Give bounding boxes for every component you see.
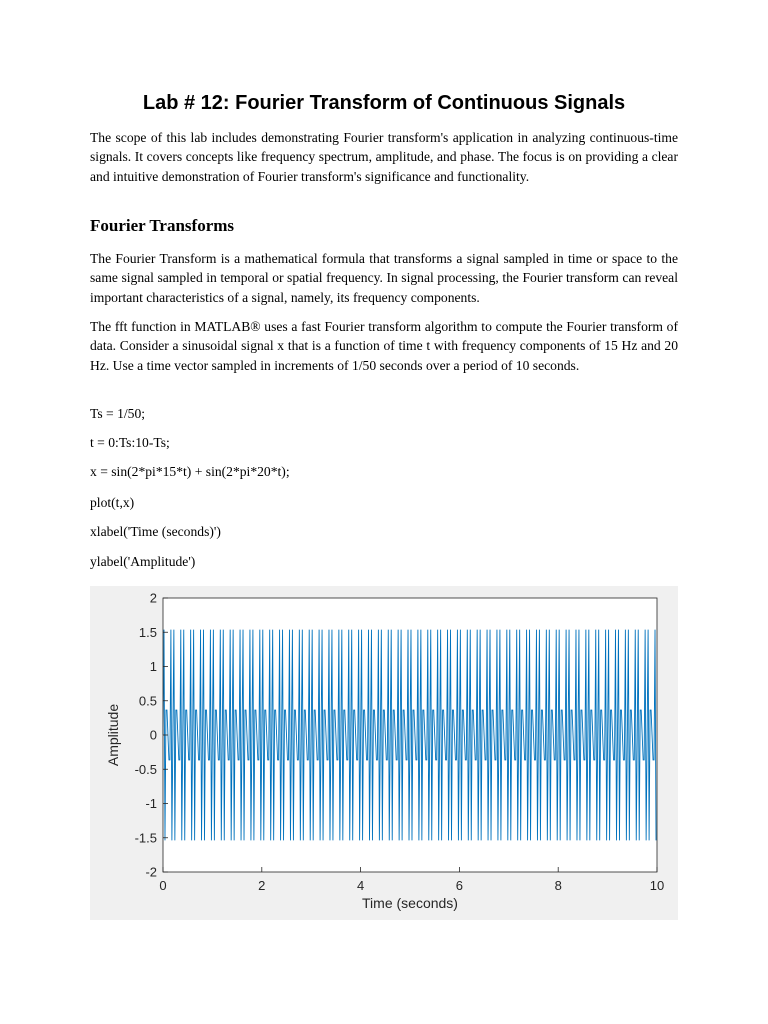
y-tick-label: -0.5 <box>134 761 157 777</box>
x-tick-label: 0 <box>159 878 167 893</box>
y-tick-label: -1.5 <box>134 830 157 846</box>
code-line: t = 0:Ts:10-Ts; <box>90 435 170 450</box>
y-tick-label: 2 <box>149 590 157 606</box>
fft-paragraph: The fft function in MATLAB® uses a fast Fourier transform algorithm to compute the Fourier transform of data. Consider a sinusoidal signal x that is a function of time t with frequency components of 15 Hz and 20 Hz. Use a time vector sampled in increments of 1/50 seconds over a period of 10 seconds. <box>90 319 678 373</box>
code-line: x = sin(2*pi*15*t) + sin(2*pi*20*t); <box>90 464 290 479</box>
y-axis-label: Amplitude <box>105 703 121 767</box>
code-line: Ts = 1/50; <box>90 406 146 421</box>
amplitude-plot <box>90 586 678 920</box>
x-tick-label: 10 <box>649 878 665 893</box>
intro-paragraph: The scope of this lab includes demonstrating Fourier transform's application in analyzing continuous-time signals. It covers concepts like frequency spectrum, amplitude, and phase. The focus is on providing a clear and intuitive demonstration of Fourier transform's significance and functionality. <box>90 130 678 184</box>
y-tick-label: 1 <box>149 659 157 674</box>
section-heading: Fourier Transforms <box>90 216 235 235</box>
x-tick-label: 4 <box>356 878 365 893</box>
code-line: plot(t,x) <box>90 495 135 510</box>
page-title: Lab # 12: Fourier Transform of Continuous Signals <box>142 92 626 114</box>
code-line: xlabel('Time (seconds)') <box>90 524 221 539</box>
y-tick-label: 0.5 <box>138 693 157 709</box>
code-line: ylabel('Amplitude') <box>90 554 196 569</box>
x-tick-label: 2 <box>258 878 266 893</box>
y-tick-label: -2 <box>145 864 157 880</box>
y-tick-label: 1.5 <box>138 624 157 640</box>
x-tick-label: 6 <box>455 878 464 893</box>
y-tick-label: -1 <box>145 796 157 811</box>
y-tick-label: 0 <box>149 727 157 743</box>
fourier-paragraph: The Fourier Transform is a mathematical formula that transforms a signal sampled in time or space to the same signal sampled in temporal or spatial frequency. In signal processing, the Fourier transform can reveal important characteristics of a signal, namely, its frequency components. <box>90 251 678 305</box>
x-tick-label: 8 <box>554 878 562 893</box>
x-axis-label: Time (seconds) <box>362 895 458 911</box>
amplitude-plot-figure <box>90 586 678 920</box>
